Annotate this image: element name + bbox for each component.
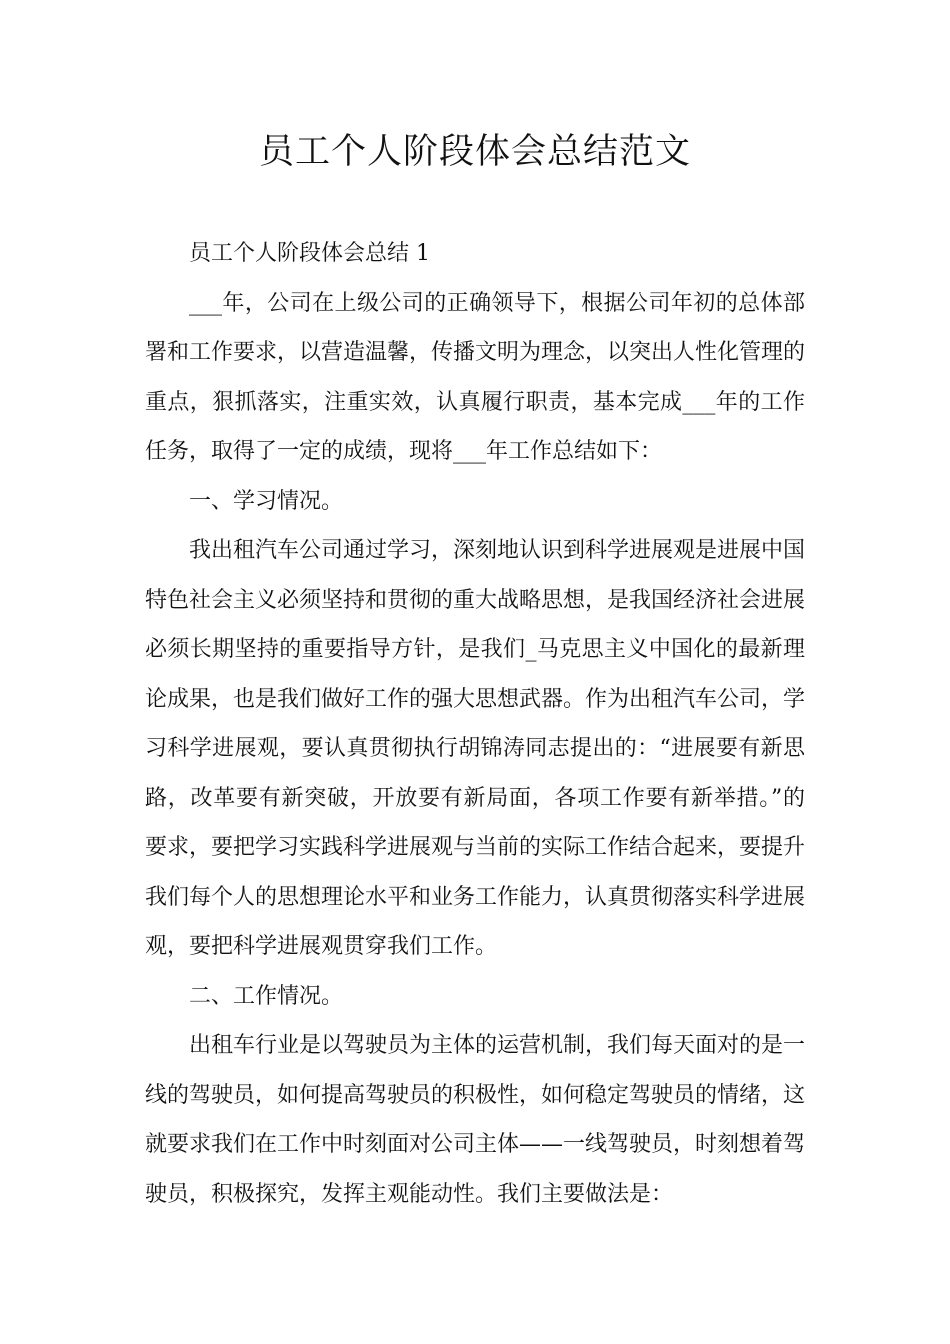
body-paragraph: 我出租汽车公司通过学习，深刻地认识到科学进展观是进展中国特色社会主义必须坚持和贯彻的重大战略思想，是我国经济社会进展必须长期坚持的重要指导方针，是我们_马克思主义中国化的最新理论成果，也是我们做好工作的强大思想武器。作为出租汽车公司，学习科学进展观，要认真贯彻执行胡锦涛同志提出的：“进展要有新思路，改革要有新突破，开放要有新局面，各项工作要有新举措。”的要求，要把学习实践科学进展观与当前的实际工作结合起来，要提升我们每个人的思想理论水平和业务工作能力，认真贯彻落实科学进展观，要把科学进展观贯穿我们工作。: [145, 538, 806, 959]
section-heading: 员工个人阶段体会总结 1: [189, 241, 430, 266]
body-paragraph: ___年，公司在上级公司的正确领导下，根据公司年初的总体部署和工作要求，以营造温馨，传播文明为理念，以突出人性化管理的重点，狠抓落实，注重实效，认真履行职责，基本完成___年的工作任务，取得了一定的成绩，现将___年工作总结如下：: [145, 290, 806, 464]
document-body: [145, 229, 805, 1219]
body-paragraph: 出租车行业是以驾驶员为主体的运营机制，我们每天面对的是一线的驾驶员，如何提高驾驶员的积极性，如何稳定驾驶员的情绪，这就要求我们在工作中时刻面对公司主体——一线驾驶员，时刻想着驾驶员，积极探究，发挥主观能动性。我们主要做法是：: [145, 1033, 806, 1207]
subsection-heading: 一、学习情况。: [189, 488, 344, 514]
subsection-heading: 二、工作情况。: [189, 983, 344, 1009]
document-title: 员工个人阶段体会总结范文: [258, 132, 691, 172]
